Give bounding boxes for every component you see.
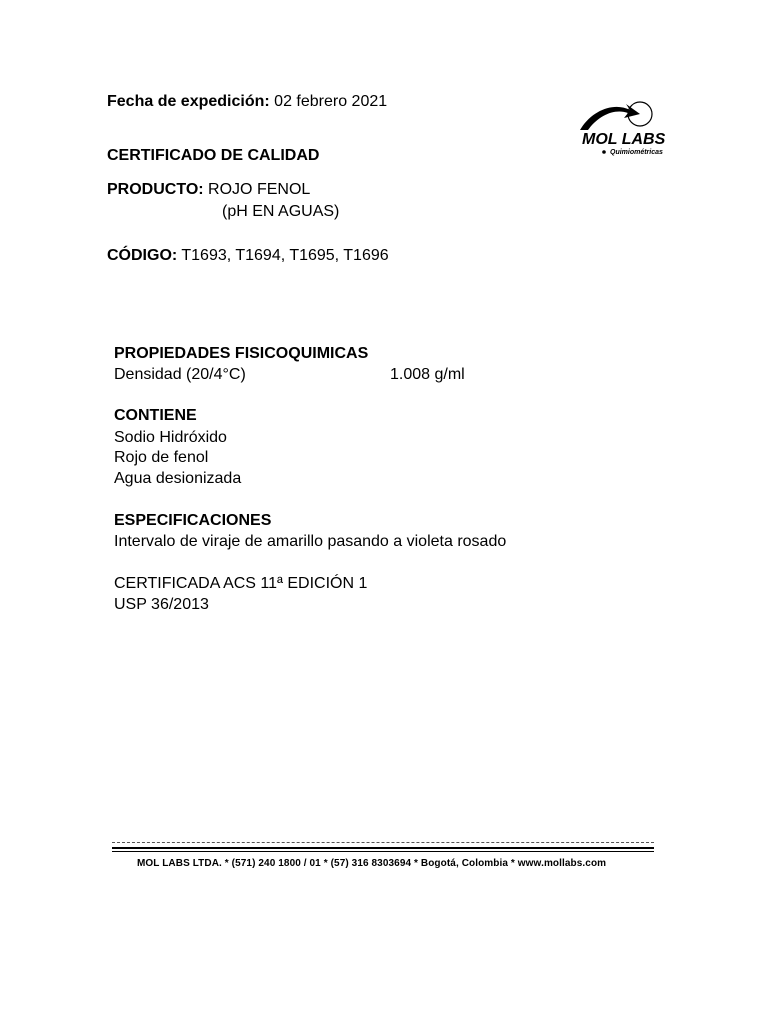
- certificate-title: CERTIFICADO DE CALIDAD: [107, 147, 320, 164]
- footer-dotted-divider: [112, 842, 654, 843]
- issue-date-label: Fecha de expedición:: [107, 93, 270, 110]
- contents-item: Agua desionizada: [114, 470, 242, 487]
- code-line: [107, 246, 389, 266]
- product-detail: (pH EN AGUAS): [222, 203, 340, 220]
- specifications-text: Intervalo de viraje de amarillo pasando a violeta rosado: [114, 533, 507, 550]
- properties-heading: PROPIEDADES FISICOQUIMICAS: [114, 345, 369, 362]
- contents-heading: CONTIENE: [114, 407, 197, 424]
- product-name: ROJO FENOL: [208, 181, 311, 198]
- code-values: T1693, T1694, T1695, T1696: [181, 247, 389, 264]
- density-label: Densidad (20/4°C): [114, 366, 246, 383]
- logo-tagline-text: Quimiométricas: [610, 149, 663, 156]
- product-line: [107, 180, 310, 200]
- footer-thin-divider: [112, 851, 654, 852]
- product-label: PRODUCTO:: [107, 181, 204, 198]
- certification-line-1: CERTIFICADA ACS 11ª EDICIÓN 1: [114, 575, 368, 592]
- footer-contact: MOL LABS LTDA. * (571) 240 1800 / 01 * (57) 316 8303694 * Bogotá, Colombia * www.mollabs.com: [137, 858, 607, 869]
- code-label: CÓDIGO:: [107, 247, 178, 264]
- mol-labs-logo-graphic: [578, 100, 700, 160]
- issue-date-value: 02 febrero 2021: [274, 93, 388, 110]
- specifications-heading: ESPECIFICACIONES: [114, 512, 272, 529]
- density-value: 1.008 g/ml: [390, 366, 465, 383]
- certification-line-2: USP 36/2013: [114, 596, 209, 613]
- logo-brand-text: MOL LABS: [582, 131, 666, 148]
- footer-thick-divider: [112, 847, 654, 849]
- issue-date: [107, 92, 387, 112]
- contents-item: Rojo de fenol: [114, 449, 209, 466]
- mol-labs-logo: [578, 100, 700, 160]
- contents-item: Sodio Hidróxido: [114, 429, 227, 446]
